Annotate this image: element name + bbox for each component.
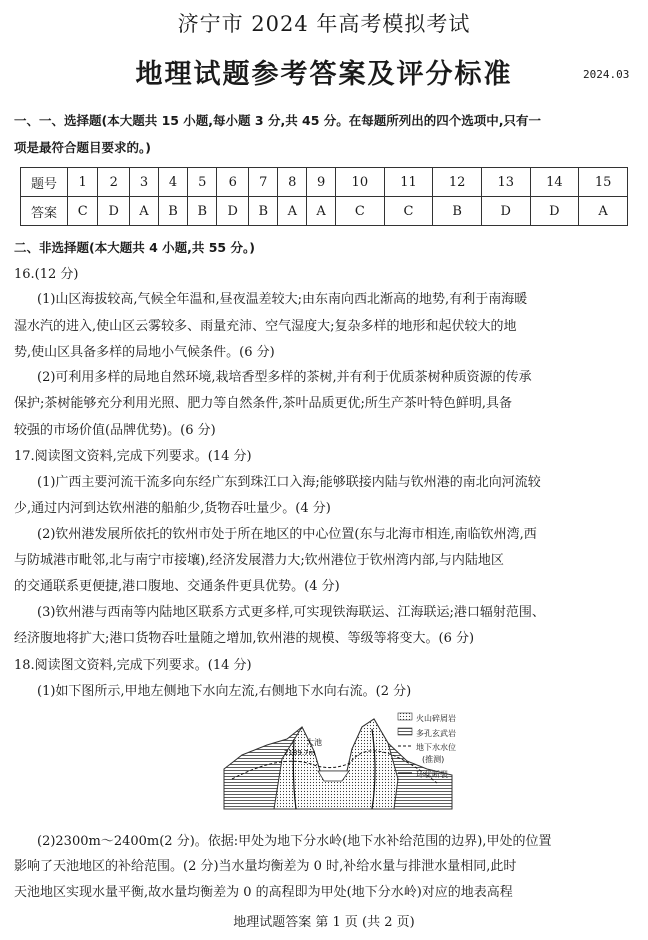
answer-cell: D xyxy=(98,197,130,226)
answer-cell: B xyxy=(433,197,482,226)
question-number: 13 xyxy=(481,168,530,197)
q17-p3-line: (3)钦州港与西南等内陆地区联系方式更多样,可实现铁海联运、江海联运;港口辐射范围、 xyxy=(37,605,545,620)
answer-table xyxy=(20,167,628,226)
table-row-numbers xyxy=(21,168,628,197)
exam-title: 济宁市 2024 年高考模拟考试 xyxy=(177,12,471,36)
elevation-label: 2189.7m xyxy=(284,749,316,757)
row-label-numbers: 题号 xyxy=(21,168,68,197)
answer-cell: A xyxy=(278,197,307,226)
q17-p2-line: 与防城港市毗邻,北与南宁市接壤),经济发展潜力大;钦州港位于钦州湾内部,与内陆地区 xyxy=(14,553,504,568)
q18-title: 18.阅读图文资料,完成下列要求。(14 分) xyxy=(14,658,252,673)
question-number: 2 xyxy=(98,168,130,197)
cross-section-figure xyxy=(222,709,472,817)
q16-p1-line: 湿水汽的进入,使山区云雾较多、雨量充沛、空气湿度大;复杂多样的地形和起伏较大的地 xyxy=(14,319,517,334)
question-number: 5 xyxy=(188,168,217,197)
answer-cell: D xyxy=(217,197,249,226)
answer-cell: C xyxy=(336,197,385,226)
legend-swatch-pyroclastic xyxy=(398,713,412,720)
question-number: 14 xyxy=(530,168,579,197)
q16-p1-line: (1)山区海拔较高,气候全年温和,昼夜温差较大;由东南向西北渐高的地势,有利于南海暖 xyxy=(37,292,528,307)
q17-p1-line: (1)广西主要河流干流多向东经广东到珠江口入海;能够联接内陆与钦州港的南北向河流较 xyxy=(37,475,541,490)
q17-p3-line: 经济腹地将扩大;港口货物吞吐量随之增加,钦州港的规模、等级等将变大。(6 分) xyxy=(14,631,475,646)
q17-title: 17.阅读图文资料,完成下列要求。(14 分) xyxy=(14,449,252,464)
question-number: 9 xyxy=(307,168,336,197)
page-footer: 地理试题答案 第 1 页 (共 2 页) xyxy=(233,915,415,930)
q16-p2-line: 较强的市场价值(品牌优势)。(6 分) xyxy=(14,423,216,438)
legend-groundwater-note: (推测) xyxy=(422,755,445,764)
answer-cell: A xyxy=(579,197,628,226)
legend-swatch-basalt xyxy=(398,728,412,735)
question-number: 6 xyxy=(217,168,249,197)
q17-p2-line: (2)钦州港发展所依托的钦州市处于所在地区的中心位置(东与北海市相连,南临钦州湾,西 xyxy=(37,527,537,542)
q16-p1-line: 势,使山区具备多样的局地小气候条件。(6 分) xyxy=(14,345,275,360)
question-number: 15 xyxy=(579,168,628,197)
q16-p2-line: 保护;茶树能够充分利用光照、肥力等自然条件,茶叶品质更优;所生产茶叶特色鲜明,具备 xyxy=(14,396,513,411)
answer-cell: A xyxy=(307,197,336,226)
lake-label: 大池 xyxy=(306,738,322,747)
question-number: 11 xyxy=(384,168,433,197)
legend-groundwater: 地下水水位 xyxy=(416,743,456,752)
legend-pyroclastic: 火山碎屑岩 xyxy=(416,714,456,723)
q18-p2-line: 天池地区实现水量平衡,故水量均衡差为 0 的高程即为甲处(地下分水岭)对应的地表高程 xyxy=(14,885,513,900)
legend-basalt: 多孔玄武岩 xyxy=(416,729,456,738)
section1-heading-cont: 项是最符合题目要求的。) xyxy=(14,140,151,155)
question-number: 12 xyxy=(433,168,482,197)
section1-heading: 一、一、选择题(本大题共 15 小题,每小题 3 分,共 45 分。在每题所列出的四个选项中,只有一 xyxy=(14,113,542,128)
q18-p1: (1)如下图所示,甲地左侧地下水向左流,右侧地下水向右流。(2 分) xyxy=(37,684,412,699)
q16-p2-line: (2)可利用多样的局地自然环境,栽培香型多样的茶树,并有利于优质茶树种质资源的传承 xyxy=(37,370,532,385)
answer-cell: C xyxy=(384,197,433,226)
question-number: 1 xyxy=(68,168,98,197)
question-number: 7 xyxy=(249,168,278,197)
q18-p2-line: (2)2300m～2400m(2 分)。依据:甲处为地下分水岭(地下水补给范围的边界),甲处的位置 xyxy=(37,834,552,849)
answer-cell: C xyxy=(68,197,98,226)
table-row-answers xyxy=(21,197,628,226)
section2-heading: 二、非选择题(本大题共 4 小题,共 55 分。) xyxy=(14,240,255,255)
legend-fault: 环状断裂 xyxy=(416,770,448,779)
answer-cell: B xyxy=(249,197,278,226)
document-date: 2024.03 xyxy=(583,68,630,81)
answer-cell: D xyxy=(481,197,530,226)
question-number: 8 xyxy=(278,168,307,197)
row-label-answers: 答案 xyxy=(21,197,68,226)
question-number: 4 xyxy=(158,168,187,197)
q18-p2-line: 影响了天池地区的补给范围。(2 分)当水量均衡差为 0 时,补给水量与排泄水量相同,此时 xyxy=(14,859,517,874)
q16-title: 16.(12 分) xyxy=(14,267,79,282)
answer-cell: D xyxy=(530,197,579,226)
q17-p1-line: 少,通过内河到达钦州港的船舶少,货物吞吐量少。(4 分) xyxy=(14,501,331,516)
document-title: 地理试题参考答案及评分标准 xyxy=(135,59,513,90)
question-number: 10 xyxy=(336,168,385,197)
question-number: 3 xyxy=(130,168,159,197)
answer-cell: B xyxy=(158,197,187,226)
answer-cell: A xyxy=(130,197,159,226)
pyroclastic-layer xyxy=(274,719,398,809)
answer-cell: B xyxy=(188,197,217,226)
q17-p2-line: 的交通联系更便捷,港口腹地、交通条件更具优势。(4 分) xyxy=(14,579,340,594)
